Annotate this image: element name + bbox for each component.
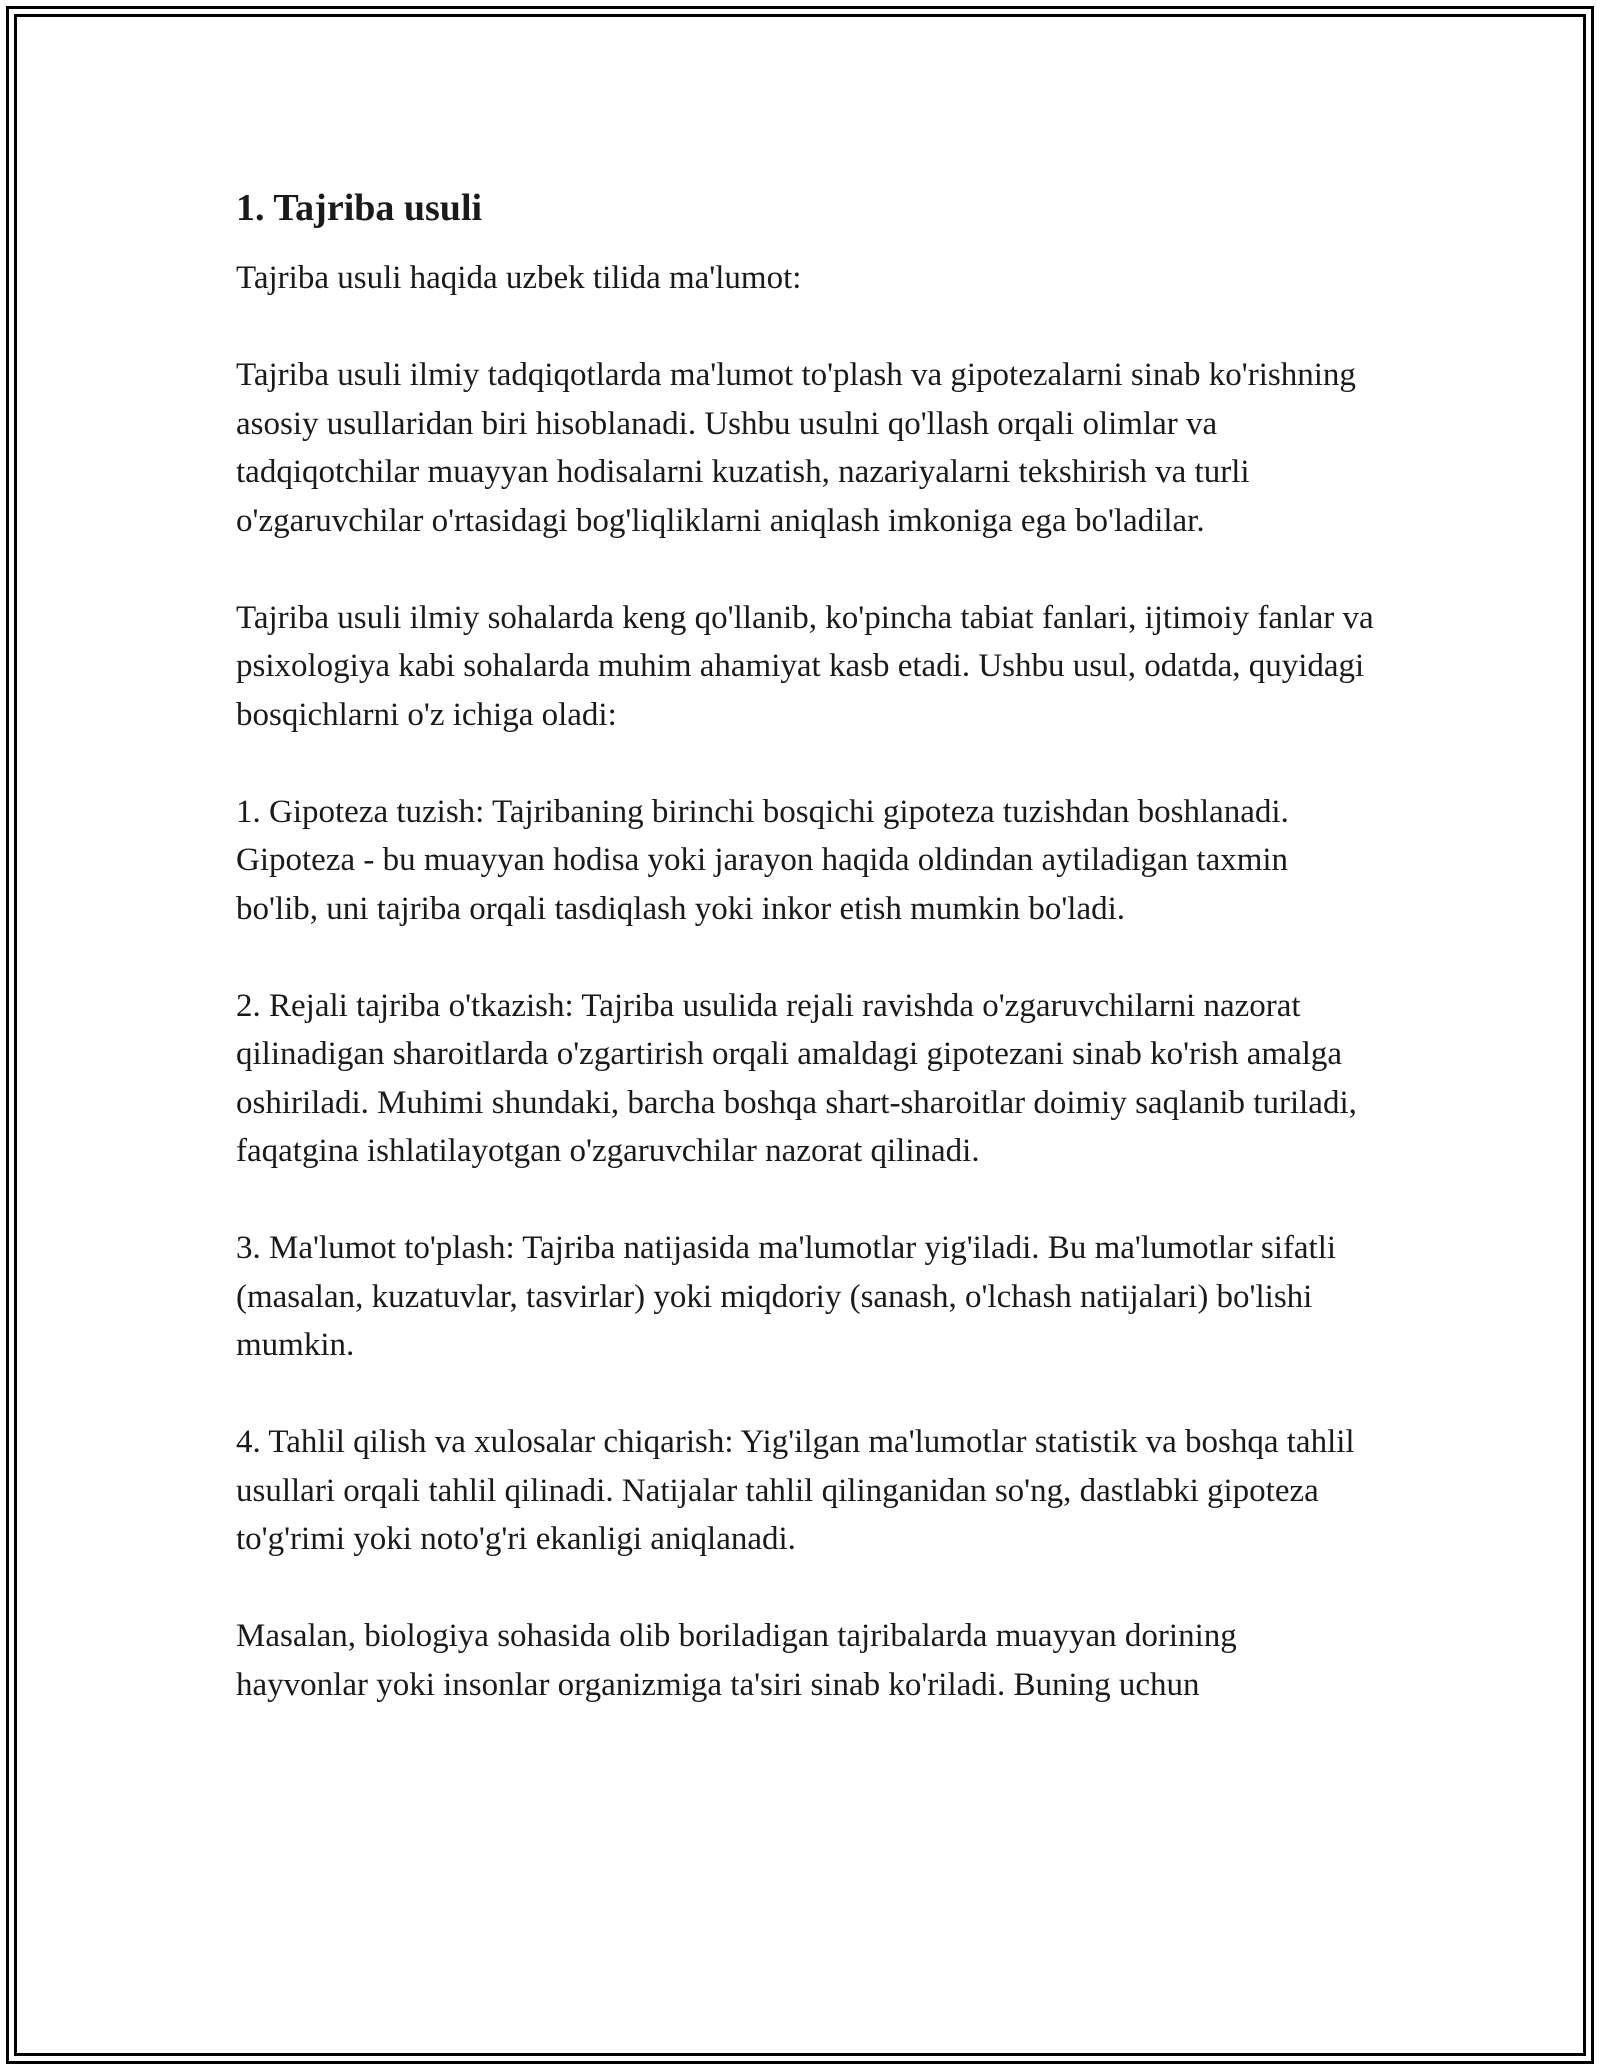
step-2-paragraph: 2. Rejali tajriba o'tkazish: Tajriba usulida rejali ravishda o'zgaruvchilarni nazorat qilinadigan sharoitlarda o'zgartirish orqali amaldagi gipotezani sinab ko'rish amalga oshiriladi. Muhimi shundaki, barcha boshqa shart-sharoitlar doimiy saqlanib turiladi, faqatgina ishlatilayotgan o'zgaruvchilar nazorat qilinadi. <box>236 987 1357 1169</box>
section-heading: 1. Tajriba usuli <box>236 187 483 229</box>
document-body <box>236 184 1376 1709</box>
step-3-paragraph: 3. Ma'lumot to'plash: Tajriba natijasida ma'lumotlar yig'iladi. Bu ma'lumotlar sifatli (masalan, kuzatuvlar, tasvirlar) yoki miqdoriy (sanash, o'lchash natijalari) bo'lishi mumkin. <box>236 1230 1337 1363</box>
step-1-paragraph: 1. Gipoteza tuzish: Tajribaning birinchi bosqichi gipoteza tuzishdan boshlanadi. Gipoteza - bu muayyan hodisa yoki jarayon haqida oldindan aytiladigan taxmin bo'lib, uni tajriba orqali tasdiqlash yoki inkor etish mumkin bo'ladi. <box>236 793 1289 927</box>
definition-paragraph: Tajriba usuli ilmiy tadqiqotlarda ma'lumot to'plash va gipotezalarni sinab ko'rishning asosiy usullaridan biri hisoblanadi. Ushbu usulni qo'llash orqali olimlar va tadqiqotchilar muayyan hodisalarni kuzatish, nazariyalarni tekshirish va turli o'zgaruvchilar o'rtasidagi bog'liqliklarni aniqlash imkoniga ega bo'ladilar. <box>236 357 1356 539</box>
scope-paragraph: Tajriba usuli ilmiy sohalarda keng qo'llanib, ko'pincha tabiat fanlari, ijtimoiy fanlar va psixologiya kabi sohalarda muhim ahamiyat kasb etadi. Ushbu usul, odatda, quyidagi bosqichlarni o'z ichiga oladi: <box>236 599 1374 733</box>
step-4-paragraph: 4. Tahlil qilish va xulosalar chiqarish: Yig'ilgan ma'lumotlar statistik va boshqa tahlil usullari orqali tahlil qilinadi. Natijalar tahlil qilinganidan so'ng, dastlabki gipoteza to'g'rimi yoki noto'g'ri ekanligi aniqlanadi. <box>236 1424 1355 1557</box>
example-paragraph: Masalan, biologiya sohasida olib boriladigan tajribalarda muayyan dorining hayvonlar yoki insonlar organizmiga ta'siri sinab ko'riladi. Buning uchun <box>236 1618 1237 1703</box>
intro-paragraph: Tajriba usuli haqida uzbek tilida ma'lumot: <box>236 260 802 296</box>
